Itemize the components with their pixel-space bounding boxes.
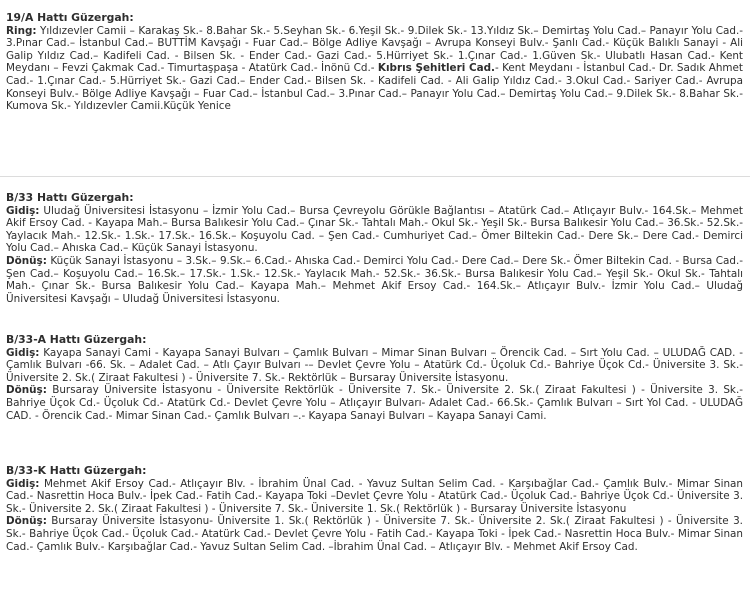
route-b33-section — [6, 192, 743, 305]
route-b33-gidis — [6, 205, 743, 255]
donus-label: Dönüş: — [6, 515, 47, 528]
gidis-text: Kayapa Sanayi Cami - Kayapa Sanayi Bulvarı – Çamlık Bulvarı – Mimar Sinan Bulvarı – Örencik Cad. – Sırt Yolu Cad. – ULUDAĞ CAD. - Çamlık Bulvarı -66. Sk. – Adalet Cad. – Atlı Çayır Bulvarı -– Devlet Çevre Yolu – Atatürk Cd.- Üçoluk Cd.- Bahriye Üçok Cd.- Üniversite 3. Sk.- Üniversite 2. Sk.( Ziraat Fakultesi ) - Üniversite 7. Sk.- Rektörlük – Bursaray Üniversite İstasyonu. — [6, 346, 743, 384]
ring-text-a: Yıldızevler Camii – Karakaş Sk.- 8.Bahar Sk.- 5.Seyhan Sk.- 6.Yeşil Sk.- 9.Dilek Sk.- 13.Yıldız Sk.– Demirtaş Yolu Cad.– Panayır Yolu Cad.- 3.Pınar Cad.– İstanbul Cad.– BUTTİM Kavşağı - Fuar Cad.– Bölge Adliye Kavşağı – Avrupa Konseyi Bulv.- Şanlı Cad.- Küçük Balıklı Sanayi - Ali Galip Yıldız Cad.– Kadifeli Cad. - Bilsen Sk. - Ender Cad.- Gazi Cad.- 5.Hürriyet Sk.- 1.Çınar Cad.- 1.Güven Sk.- Ulubatlı Hasan Cad.- Kent Meydanı – Fevzi Çakmak Cad.- Timurtaşpaşa - Atatürk Cad.- İnönü Cd.- — [6, 24, 743, 75]
route-19a-section — [6, 12, 743, 113]
donus-label: Dönüş: — [6, 384, 47, 397]
route-b33-donus — [6, 255, 743, 305]
route-b33k-title: B/33-K Hattı Güzergah: — [6, 464, 147, 477]
route-19a-ring-text — [6, 25, 743, 113]
donus-label: Dönüş: — [6, 254, 47, 267]
route-b33a-section — [6, 334, 743, 422]
route-b33k-gidis — [6, 478, 743, 516]
route-b33k-section — [6, 465, 743, 553]
route-b33-title: B/33 Hattı Güzergah: — [6, 191, 134, 204]
gidis-label: Gidiş: — [6, 346, 40, 359]
ring-label: Ring: — [6, 24, 37, 37]
gidis-label: Gidiş: — [6, 204, 40, 217]
route-b33k-donus — [6, 515, 743, 553]
ring-text-b: - Kent Meydanı - İstanbul Cad.- Dr. Sadık Ahmet Cad.- 1.Çınar Cad.- 5.Hürriyet Sk.- Gazi Cad.– Ender Cad.- Bilsen Sk. - Kadifeli Cad. - Ali Galip Yıldız Cad.- 3.Okul Cad.- Sariyer Cad.- Avrupa Konseyi Bulv.- Bölge Adliye Kavşağı – Fuar Cad.– İstanbul Cad.– 3.Pınar Cad.– Panayır Yolu Cad.– Demirtaş Yolu Cad.– 9.Dilek Sk.- 8.Bahar Sk.- Kumova Sk.- Yıldızevler Camii.Küçük Yenice — [6, 62, 743, 113]
gidis-text: Uludağ Üniversitesi İstasyonu – İzmir Yolu Cad.– Bursa Çevreyolu Görükle Bağlantısı – Atatürk Cad.– Atlıçayır Bulv.- 164.Sk.– Mehmet Akif Ersoy Cad. - Kayapa Mah.– Bursa Balıkesir Yolu Cad.– Çınar Sk.- Tahtalı Mah.- Okul Sk.- Yeşil Sk.- Bursa Balıkesir Yolu Cad.– 36.Sk.- 52.Sk.- Yaylacık Mah.- 12.Sk.- 1.Sk.- 17.Sk.- 16.Sk.– Koşuyolu Cad. – Şen Cad.- Cumhuriyet Cad.– Ömer Biltekin Cad.- Dere Sk.– Dere Cad.- Demirci Yolu Cad.– Ahıska Cad.– Küçük Sanayi İstasyonu. — [6, 204, 743, 255]
ring-bold-text: Kıbrıs Şehitleri Cad. — [377, 62, 495, 75]
gidis-text: Mehmet Akif Ersoy Cad.- Atlıçayır Blv. - İbrahim Ünal Cad. - Yavuz Sultan Selim Cad. - Karşıbağlar Cad.- Çamlık Bulv.- Mimar Sinan Cad.- Nasrettin Hoca Bulv.- İpek Cad.- Fatih Cad.- Kayapa Toki –Devlet Çevre Yolu - Atatürk Cad.- Üçoluk Cad.- Bahriye Üçok Cd.- Üniversite 3. Sk.- Üniversite 2. Sk.( Ziraat Fakultesi ) - Üniversite 7. Sk.- Üniversite 1. Sk.( Rektörlük ) - Bursaray Üniversite İstasyonu — [6, 477, 743, 515]
route-b33a-title: B/33-A Hattı Güzergah: — [6, 333, 147, 346]
donus-text: Küçük Sanayi İstasyonu – 3.Sk.– 9.Sk.– 6.Cad.- Ahıska Cad.- Demirci Yolu Cad.- Dere Cad.– Dere Sk.- Ömer Biltekin Cad. - Bursa Cad.- Şen Cad.– Koşuyolu Cad.– 16.Sk.– 17.Sk.- 1.Sk.- 12.Sk.- Yaylacık Mah.- 52.Sk.- 36.Sk.- Bursa Balıkesir Yolu Cad.– Yeşil Sk.- Okul Sk.- Tahtalı Mah.- Çınar Sk.- Bursa Balıkesir Yolu Cad.– Kayapa Mah.– Mehmet Akif Ersoy Cad.- 164.Sk.– Atlıçayır Bulv.- İzmir Yolu Cad.– Uludağ Üniversitesi Kavşağı – Uludağ Üniversitesi İstasyonu. — [6, 254, 743, 305]
donus-text: Bursaray Üniversite İstasyonu- Üniversite 1. Sk.( Rektörlük ) - Üniversite 7. Sk.- Üniversite 2. Sk.( Ziraat Fakultesi ) - Üniversite 3. Sk.- Bahriye Üçok Cad.- Üçoluk Cad.- Atatürk Cad.- Devlet Çevre Yolu - Fatih Cad.- Kayapa Toki - İpek Cad.- Nasrettin Hoca Bulv.- Mimar Sinan Cad.- Çamlık Bulv.- Karşıbağlar Cad.- Yavuz Sultan Selim Cad. –İbrahim Ünal Cad. – Atlıçayır Blv. - Mehmet Akif Ersoy Cad. — [6, 515, 743, 553]
route-19a-title: 19/A Hattı Güzergah: — [6, 11, 134, 24]
gidis-label: Gidiş: — [6, 477, 40, 490]
route-b33a-donus — [6, 384, 743, 422]
route-b33a-gidis — [6, 347, 743, 385]
donus-text: Bursaray Üniversite İstasyonu - Üniversite Rektörlük - Üniversite 7. Sk.- Üniversite 2. Sk.( Ziraat Fakultesi ) - Üniversite 3. Sk.- Bahriye Üçok Cd.- Üçoluk Cd.- Atatürk Cd.- Devlet Çevre Yolu – Atlıçayır Bulvarı- Adalet Cad.- 66.Sk.- Çamlık Bulvarı – Sırt Yol Cad. - ULUDAĞ CAD. - Örencik Cad.- Mimar Sinan Cad.- Çamlık Bulvarı –.- Kayapa Sanayi Bulvarı – Kayapa Sanayi Cami. — [6, 384, 743, 422]
section-divider-1 — [0, 176, 750, 177]
